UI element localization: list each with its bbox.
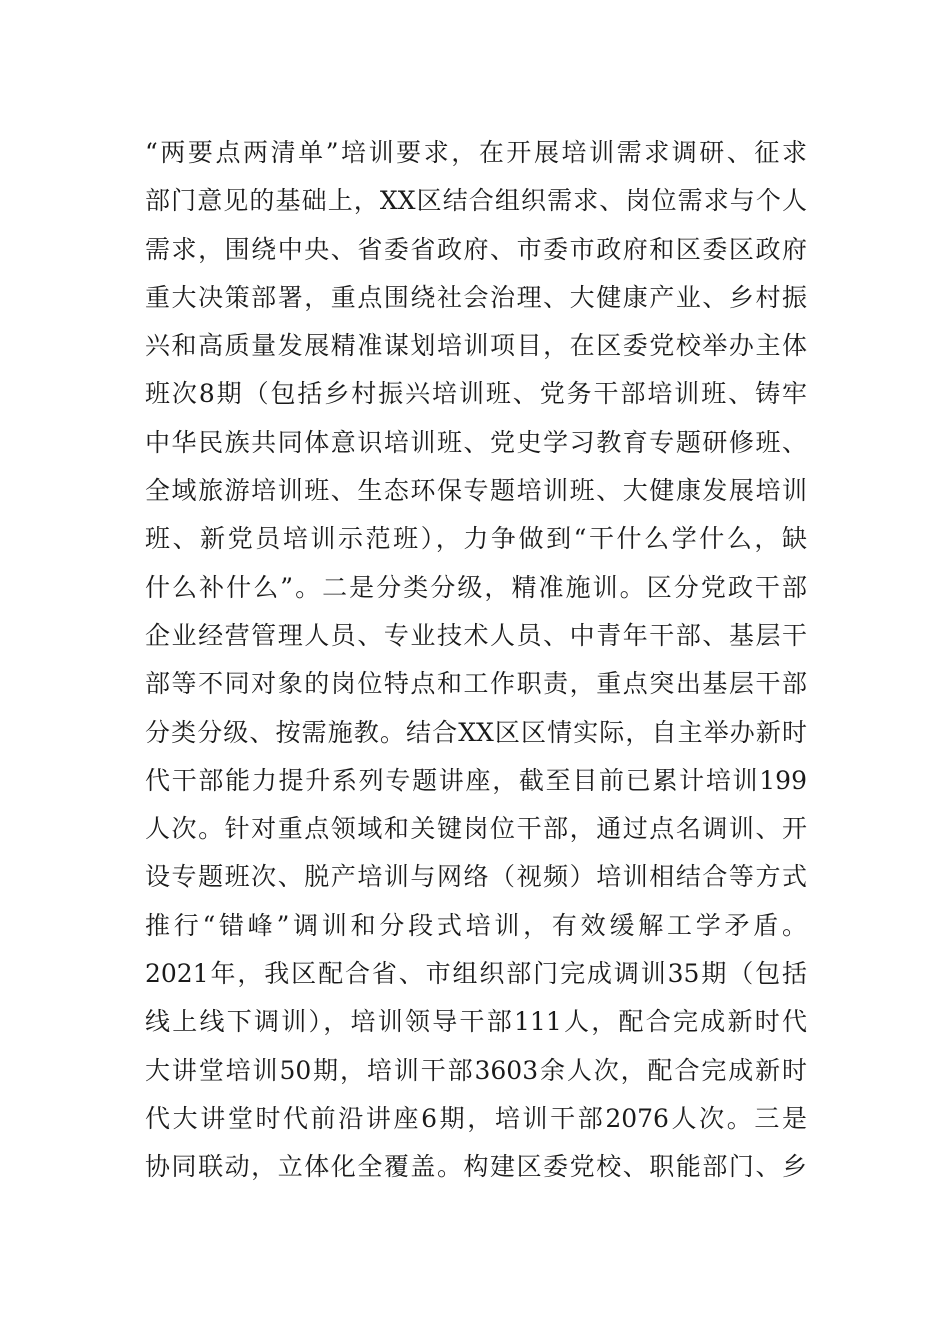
text-line-16: 设专题班次、脱产培训与网络（视频）培训相结合等方式 (145, 862, 807, 892)
text-line-10: 什么补什么”。二是分类分级，精准施训。区分党政干部 (145, 572, 807, 602)
text-line-3: 需求，围绕中央、省委省政府、市委市政府和区委区政府 (145, 234, 807, 264)
text-line-22: 协同联动，立体化全覆盖。构建区委党校、职能部门、乡 (145, 1152, 807, 1182)
text-line-15: 人次。针对重点领域和关键岗位干部，通过点名调训、开 (145, 814, 807, 844)
text-line-17: 推行“错峰”调训和分段式培训，有效缓解工学矛盾。 (145, 910, 807, 940)
text-line-2: 部门意见的基础上，XX区结合组织需求、岗位需求与个人 (145, 186, 807, 216)
text-line-18: 2021年，我区配合省、市组织部门完成调训35期（包括 (145, 959, 807, 989)
text-line-1: “两要点两清单”培训要求，在开展培训需求调研、征求 (145, 138, 807, 167)
text-line-19: 线上线下调训），培训领导干部111人，配合完成新时代 (145, 1007, 807, 1037)
text-line-8: 全域旅游培训班、生态环保专题培训班、大健康发展培训 (145, 476, 807, 506)
text-line-21: 代大讲堂时代前沿讲座6期，培训干部2076人次。三是 (145, 1103, 807, 1133)
text-line-7: 中华民族共同体意识培训班、党史学习教育专题研修班、 (145, 427, 807, 457)
text-line-4: 重大决策部署，重点围绕社会治理、大健康产业、乡村振 (145, 282, 807, 312)
text-line-14: 代干部能力提升系列专题讲座，截至目前已累计培训199 (145, 765, 807, 795)
text-line-6: 班次8期（包括乡村振兴培训班、党务干部培训班、铸牢 (145, 379, 807, 409)
text-line-9: 班、新党员培训示范班），力争做到“干什么学什么，缺 (145, 524, 807, 554)
text-line-20: 大讲堂培训50期，培训干部3603余人次，配合完成新时 (145, 1055, 807, 1085)
body-paragraph (0, 129, 950, 1192)
text-line-5: 兴和高质量发展精准谋划培训项目，在区委党校举办主体 (145, 331, 807, 361)
text-line-11: 企业经营管理人员、专业技术人员、中青年干部、基层干 (145, 620, 807, 650)
text-line-12: 部等不同对象的岗位特点和工作职责，重点突出基层干部 (145, 669, 807, 699)
text-line-13: 分类分级、按需施教。结合XX区区情实际，自主举办新时 (145, 717, 807, 747)
